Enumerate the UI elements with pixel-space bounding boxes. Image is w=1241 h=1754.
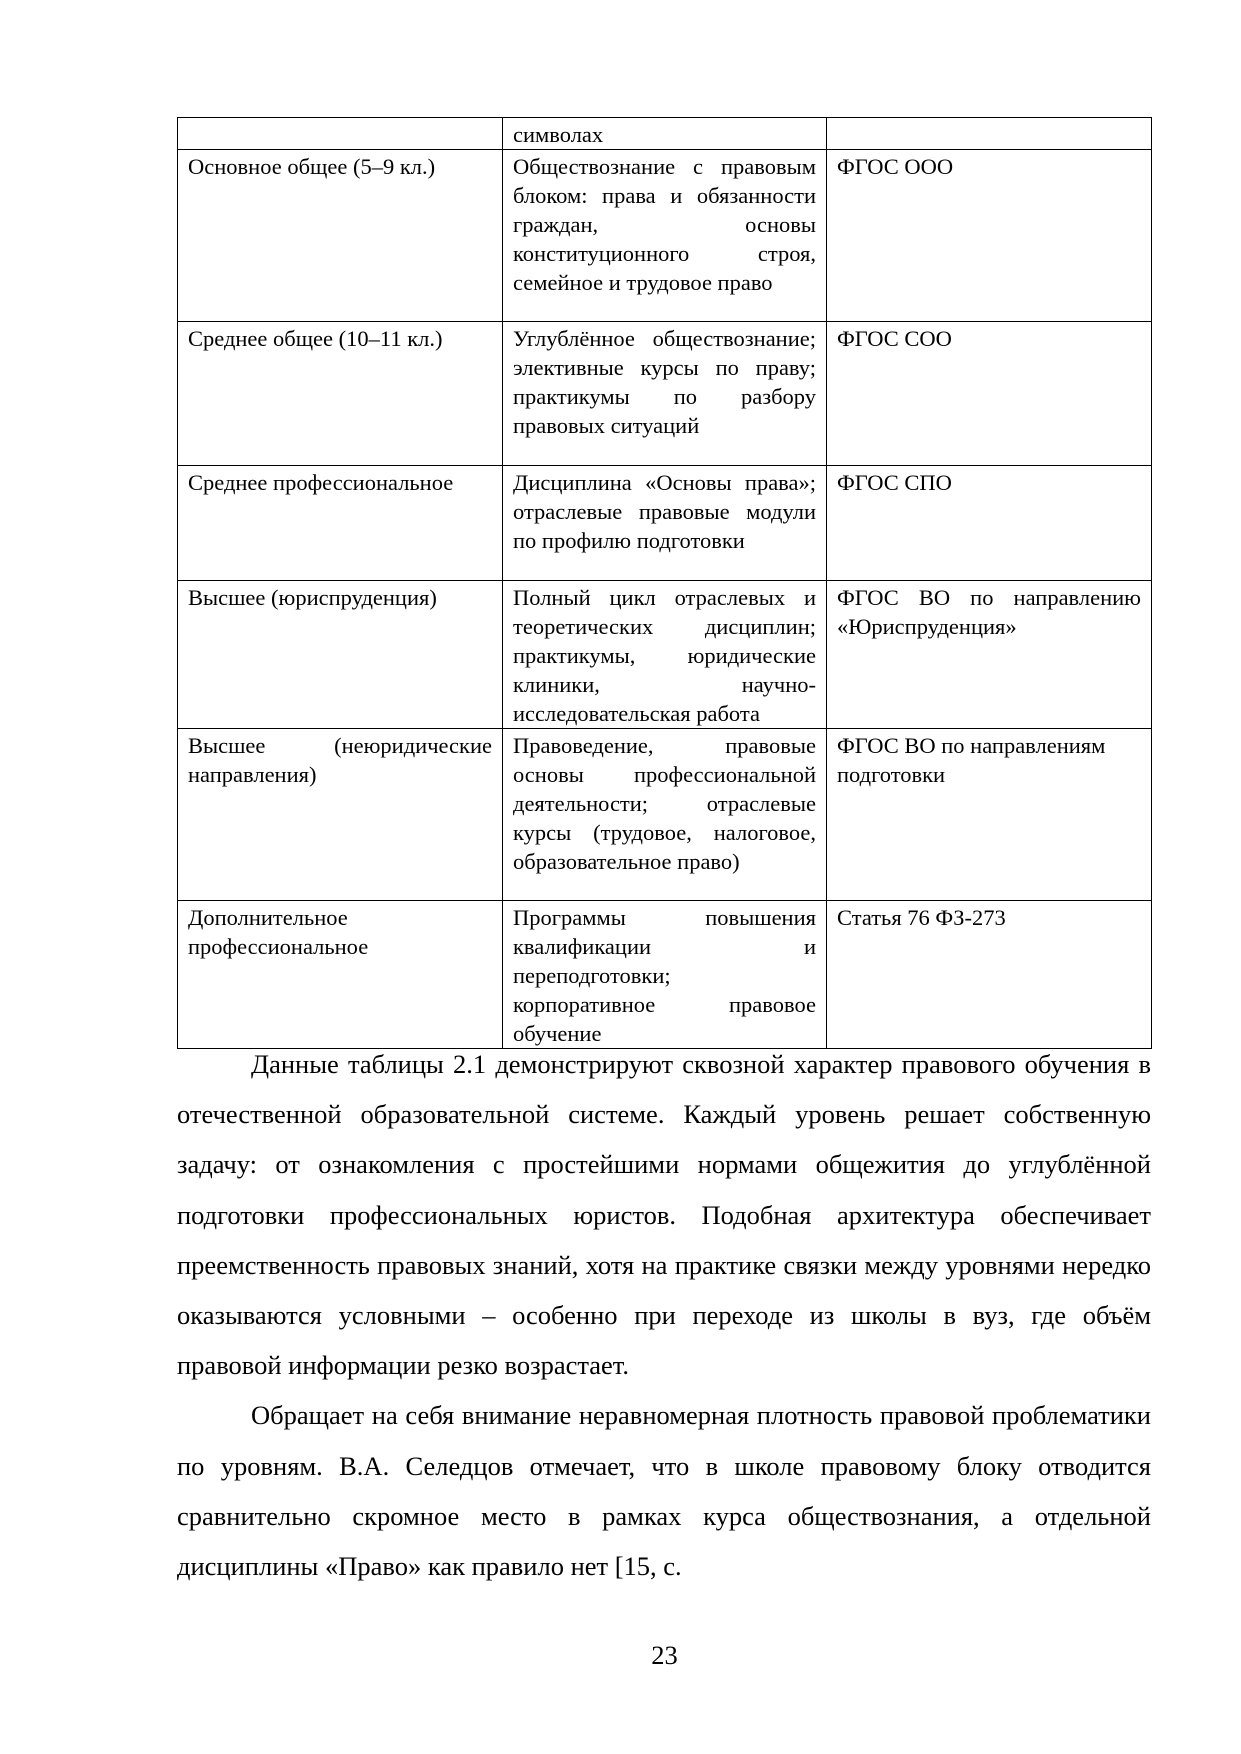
table-row: [178, 322, 1152, 466]
cell-level: Основное общее (5–9 кл.): [178, 150, 503, 322]
cell-standard: [827, 118, 1152, 150]
cell-content: Программы повышения квалификации и переподготовки; корпоративное правовое обучение: [503, 901, 827, 1049]
cell-content: Углублённое обществознание; элективные курсы по праву; практикумы по разбору правовых ситуаций: [503, 322, 827, 466]
cell-level: [178, 118, 503, 150]
body-text: [177, 1039, 1151, 1591]
cell-standard: Статья 76 ФЗ-273: [827, 901, 1152, 1049]
cell-level: Дополнительное профессиональное: [178, 901, 503, 1049]
paragraph: Данные таблицы 2.1 демонстрируют сквозной характер правового обучения в отечественной образовательной системе. Каждый уровень решает собственную задачу: от ознакомления с простейшими нормами общежития до углублённой подготовки профессиональных юристов. Подобная архитектура обеспечивает преемственность правовых знаний, хотя на практике связки между уровнями нередко оказываются условными – особенно при переходе из школы в вуз, где объём правовой информации резко возрастает.: [177, 1049, 1151, 1381]
cell-content: Полный цикл отраслевых и теоретических дисциплин; практикумы, юридические клиники, научно-исследовательская работа: [503, 581, 827, 729]
table-row: [178, 901, 1152, 1049]
table-row: [178, 581, 1152, 729]
cell-content: символах: [503, 118, 827, 150]
cell-standard: ФГОС СОО: [827, 322, 1152, 466]
cell-level: Среднее общее (10–11 кл.): [178, 322, 503, 466]
page-number: 23: [651, 1640, 678, 1670]
cell-content: Правоведение, правовые основы профессиональной деятельности; отраслевые курсы (трудовое, налоговое, образовательное право): [503, 729, 827, 901]
table-row: [178, 118, 1152, 150]
table-row: [178, 150, 1152, 322]
cell-standard: ФГОС СПО: [827, 466, 1152, 581]
cell-content: Обществознание с правовым блоком: права и обязанности граждан, основы конституционного строя, семейное и трудовое право: [503, 150, 827, 322]
cell-level: Высшее (неюридические направления): [178, 729, 503, 901]
paragraph: Обращает на себя внимание неравномерная плотность правовой проблематики по уровням. В.А. Селедцов отмечает, что в школе правовому блоку отводится сравнительно скромное место в рамках курса обществознания, а отдельной дисциплины «Право» как правило нет [15, с.: [177, 1400, 1151, 1582]
cell-standard: ФГОС ООО: [827, 150, 1152, 322]
table-row: [178, 466, 1152, 581]
table-row: [178, 729, 1152, 901]
cell-standard: ФГОС ВО по направлениям подготовки: [827, 729, 1152, 901]
cell-level: Высшее (юриспруденция): [178, 581, 503, 729]
cell-level: Среднее профессиональное: [178, 466, 503, 581]
education-levels-table-container: [177, 117, 1151, 1049]
cell-content: Дисциплина «Основы права»; отраслевые правовые модули по профилю подготовки: [503, 466, 827, 581]
cell-standard: ФГОС ВО по направлению «Юриспруденция»: [827, 581, 1152, 729]
education-levels-table: [177, 117, 1152, 1049]
